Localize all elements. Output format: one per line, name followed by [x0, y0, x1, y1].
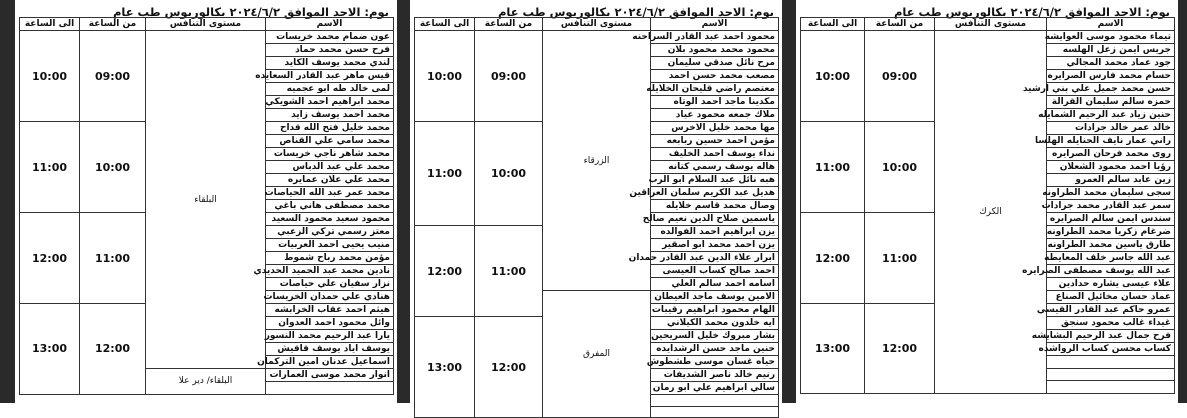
- student-name: مرح نائل صدقي سليمان: [651, 57, 779, 70]
- sheet-title: يوم: الاحد الموافق ٢٠٢٤/٦/٢ بكالوريوس طب عام: [497, 5, 774, 19]
- schedule-table: [800, 17, 1175, 394]
- slot-from-time: 10:00: [80, 122, 146, 213]
- dark-gutter-2: [782, 0, 796, 403]
- slot-from-time: 10:00: [475, 122, 543, 226]
- student-name: راني عمار نايف الحنايله الهلسا: [1047, 135, 1175, 148]
- sheet-title: يوم: الاحد الموافق ٢٠٢٤/٦/٢ بكالوريوس طب عام: [893, 5, 1170, 19]
- header-to: الى الساعة: [801, 18, 865, 31]
- student-name: مكدينا ماجد احمد الوتاه: [651, 96, 779, 109]
- student-name: محمد علي عبد الدباس: [266, 161, 394, 174]
- student-name: ابرار علاء الدين عبد القادر حمدان: [651, 252, 779, 265]
- student-name: حنين ماجد حسن الرشدايده: [651, 343, 779, 356]
- slot-to-time: 11:00: [415, 122, 475, 226]
- competition-level: الزرقاء: [543, 31, 651, 291]
- header-from: من الساعة: [80, 18, 146, 31]
- student-name: محمد سامي علي القناص: [266, 135, 394, 148]
- student-name: محمود محمد محمود بلان: [651, 44, 779, 57]
- student-name: سالي ابراهيم علي ابو رمان: [651, 382, 779, 395]
- student-name: هديل عبد الكريم سلمان العراقين: [651, 187, 779, 200]
- student-name: حنين زياد عبد الرحيم الشمايله: [1047, 109, 1175, 122]
- slot-to-time: 11:00: [20, 122, 80, 213]
- header-name: الاسم: [651, 18, 779, 31]
- slot-to-time: 13:00: [801, 304, 865, 394]
- slot-from-time: 10:00: [865, 122, 935, 213]
- dark-margin-right: [1178, 0, 1187, 403]
- student-name: [1047, 368, 1175, 381]
- table-row: [20, 31, 394, 44]
- student-name: فرح جمال عبد الرحيم البشايشه: [1047, 330, 1175, 343]
- student-name: خالد عمر خالد جرادات: [1047, 122, 1175, 135]
- slot-from-time: 09:00: [80, 31, 146, 122]
- slot-from-time: 09:00: [475, 31, 543, 122]
- student-name: محمود سعيد محمود السعيد: [266, 213, 394, 226]
- student-name: محمود احمد عبد القادر السراحنه: [651, 31, 779, 44]
- student-name: حسن محمد جميل علي بني ارشيد: [1047, 83, 1175, 96]
- header-from: من الساعة: [475, 18, 543, 31]
- student-name: عون ضمام محمد خريسات: [266, 31, 394, 44]
- student-name: هبه نائل عبد السلام ابو الرب: [651, 174, 779, 187]
- student-name: رنيم خالد ناصر الشديفات: [651, 369, 779, 382]
- dark-margin-left: [0, 0, 15, 403]
- schedule-sheet-2: [410, 2, 782, 400]
- student-name: معتصم راضي قليحان الخلايله: [651, 83, 779, 96]
- student-name: نزار سفيان علي حياصات: [266, 278, 394, 291]
- header-row: [415, 18, 779, 31]
- student-name: محمد شاهر ناجي خريسات: [266, 148, 394, 161]
- header-name: الاسم: [1047, 18, 1175, 31]
- student-name: لمى خالد طه ابو عجميه: [266, 83, 394, 96]
- student-name: عبد الله يوسف مصطفى الصرايره: [1047, 265, 1175, 278]
- student-name: زين عابد سالم العمرو: [1047, 174, 1175, 187]
- student-name: [651, 406, 779, 418]
- student-name: طارق ياسين محمد الطراونه: [1047, 239, 1175, 252]
- slot-to-time: 12:00: [20, 213, 80, 304]
- student-name: مؤمن احمد حسين ربابعه: [651, 135, 779, 148]
- student-name: محمد ابراهيم احمد الشويكي: [266, 96, 394, 109]
- student-name: عماد حسان مخائيل الصناع: [1047, 291, 1175, 304]
- student-name: [266, 382, 394, 395]
- header-to: الى الساعة: [20, 18, 80, 31]
- student-name: هاله يوسف رسمي كتانه: [651, 161, 779, 174]
- schedule-sheet-1: [15, 2, 397, 400]
- student-name: سجى سليمان محمد الطراونه: [1047, 187, 1175, 200]
- slot-from-time: 12:00: [80, 304, 146, 395]
- student-name: نادين محمد عبد الحميد الحديدي: [266, 265, 394, 278]
- student-name: الهام محمود ابراهيم رقيبات: [651, 304, 779, 317]
- student-name: اسامه احمد سالم العلي: [651, 278, 779, 291]
- student-name: هيثم احمد عقاب الخرابشه: [266, 304, 394, 317]
- slot-to-time: 13:00: [415, 317, 475, 418]
- student-name: ملاك جمعه محمود عياد: [651, 109, 779, 122]
- student-name: الامين يوسف ماجد العيطان: [651, 291, 779, 304]
- header-name: الاسم: [266, 18, 394, 31]
- schedule-sheet-3: [796, 2, 1178, 400]
- slot-from-time: 11:00: [80, 213, 146, 304]
- header-level: مستوى التنافس: [146, 18, 266, 31]
- student-name: محمد خليل فتح الله قداح: [266, 122, 394, 135]
- student-name: رؤيا احمد محمود الشعلان: [1047, 161, 1175, 174]
- student-name: كساب محسن كساب الرواشده: [1047, 343, 1175, 356]
- student-name: يوسف اياد يوسف قاقيش: [266, 343, 394, 356]
- student-name: احمد صالح كساب العيسى: [651, 265, 779, 278]
- competition-level: الكرك: [935, 31, 1047, 394]
- student-name: قيس ماهر عبد القادر السعايده: [266, 70, 394, 83]
- header-from: من الساعة: [865, 18, 935, 31]
- header-to: الى الساعة: [415, 18, 475, 31]
- table-row: [801, 31, 1175, 44]
- student-name: وصال محمد قاسم خلايله: [651, 200, 779, 213]
- slot-from-time: 12:00: [865, 304, 935, 394]
- student-name: حسام محمد فارس الصرايره: [1047, 70, 1175, 83]
- student-name: اسماعيل عدنان امين التركمان: [266, 356, 394, 369]
- slot-from-time: 11:00: [865, 213, 935, 304]
- header-row: [20, 18, 394, 31]
- student-name: جود عماد محمد المجالي: [1047, 57, 1175, 70]
- student-name: بشار مبروك خليل السريحين: [651, 330, 779, 343]
- student-name: جريس ايمن زعل الهلسه: [1047, 44, 1175, 57]
- sheet-title: يوم: الاحد الموافق ٢٠٢٤/٦/٢ بكالوريوس طب عام: [112, 5, 389, 19]
- competition-level: المفرق: [543, 291, 651, 418]
- slot-to-time: 11:00: [801, 122, 865, 213]
- student-name: محمد علي علان عمايره: [266, 174, 394, 187]
- student-name: محمد مصطفى هاني باغي: [266, 200, 394, 213]
- header-level: مستوى التنافس: [543, 18, 651, 31]
- student-name: ياسمين صلاح الدين نعيم صالح: [651, 213, 779, 226]
- student-name: روى محمد فرحان الصرايره: [1047, 148, 1175, 161]
- table-row: [415, 31, 779, 44]
- slot-from-time: 12:00: [475, 317, 543, 418]
- student-name: سندس ايمن سالم الصرايره: [1047, 213, 1175, 226]
- student-name: هنادي علي حمدان الخريسات: [266, 291, 394, 304]
- student-name: معتز رسمي تركي الزعبي: [266, 226, 394, 239]
- header-row: [801, 18, 1175, 31]
- slot-from-time: 11:00: [475, 226, 543, 317]
- student-name: محمد احمد يوسف زايد: [266, 109, 394, 122]
- student-name: عمرو حاكم عبد القادر القيسي: [1047, 304, 1175, 317]
- slot-to-time: 13:00: [20, 304, 80, 395]
- competition-level: البلقاء: [146, 31, 266, 369]
- student-name: يارا عبد الرحيم محمد النسور: [266, 330, 394, 343]
- student-name: محمد عمر عبد الله الحياصات: [266, 187, 394, 200]
- slot-to-time: 12:00: [801, 213, 865, 304]
- student-name: يزن احمد محمد ابو اصقير: [651, 239, 779, 252]
- slot-to-time: 10:00: [20, 31, 80, 122]
- slot-to-time: 12:00: [415, 226, 475, 317]
- student-name: يزن ابراهيم احمد الفوالده: [651, 226, 779, 239]
- schedule-table: [414, 17, 779, 418]
- student-name: مؤمن محمد رباح شموط: [266, 252, 394, 265]
- student-name: حياه غسان موسى طشطوش: [651, 356, 779, 369]
- student-name: [1047, 356, 1175, 369]
- header-level: مستوى التنافس: [935, 18, 1047, 31]
- student-name: نداء يوسف احمد الخليف: [651, 148, 779, 161]
- student-name: وائل محمود احمد العدوان: [266, 317, 394, 330]
- slot-to-time: 10:00: [415, 31, 475, 122]
- slot-from-time: 09:00: [865, 31, 935, 122]
- student-name: [1047, 381, 1175, 394]
- student-name: حمزه سالم سليمان القرالة: [1047, 96, 1175, 109]
- schedule-table: [19, 17, 394, 395]
- student-name: عبد الله جاسر خلف المعايطه: [1047, 252, 1175, 265]
- slot-to-time: 10:00: [801, 31, 865, 122]
- student-name: فرح حسن محمد حماد: [266, 44, 394, 57]
- student-name: ايه خلدون محمد الكيلاني: [651, 317, 779, 330]
- student-name: غيداء غالب محمود سنجق: [1047, 317, 1175, 330]
- student-name: سمر عبد القادر محمد جرادات: [1047, 200, 1175, 213]
- student-name: لندي محمد يوسف الكايد: [266, 57, 394, 70]
- student-name: منيب يحيى احمد العربيات: [266, 239, 394, 252]
- competition-level: البلقاء/ دير علا: [146, 369, 266, 395]
- student-name: علاء عيسى يشاره حدادين: [1047, 278, 1175, 291]
- dark-gutter-1: [397, 0, 410, 403]
- student-name: تيماء محمود موسى العوايشه: [1047, 31, 1175, 44]
- student-name: انوار محمد موسى العمارات: [266, 369, 394, 382]
- student-name: مها محمد خليل الاخرس: [651, 122, 779, 135]
- student-name: [651, 395, 779, 407]
- student-name: ضرغام زكريا محمد الطراونه: [1047, 226, 1175, 239]
- student-name: مصعب محمد حسن احمد: [651, 70, 779, 83]
